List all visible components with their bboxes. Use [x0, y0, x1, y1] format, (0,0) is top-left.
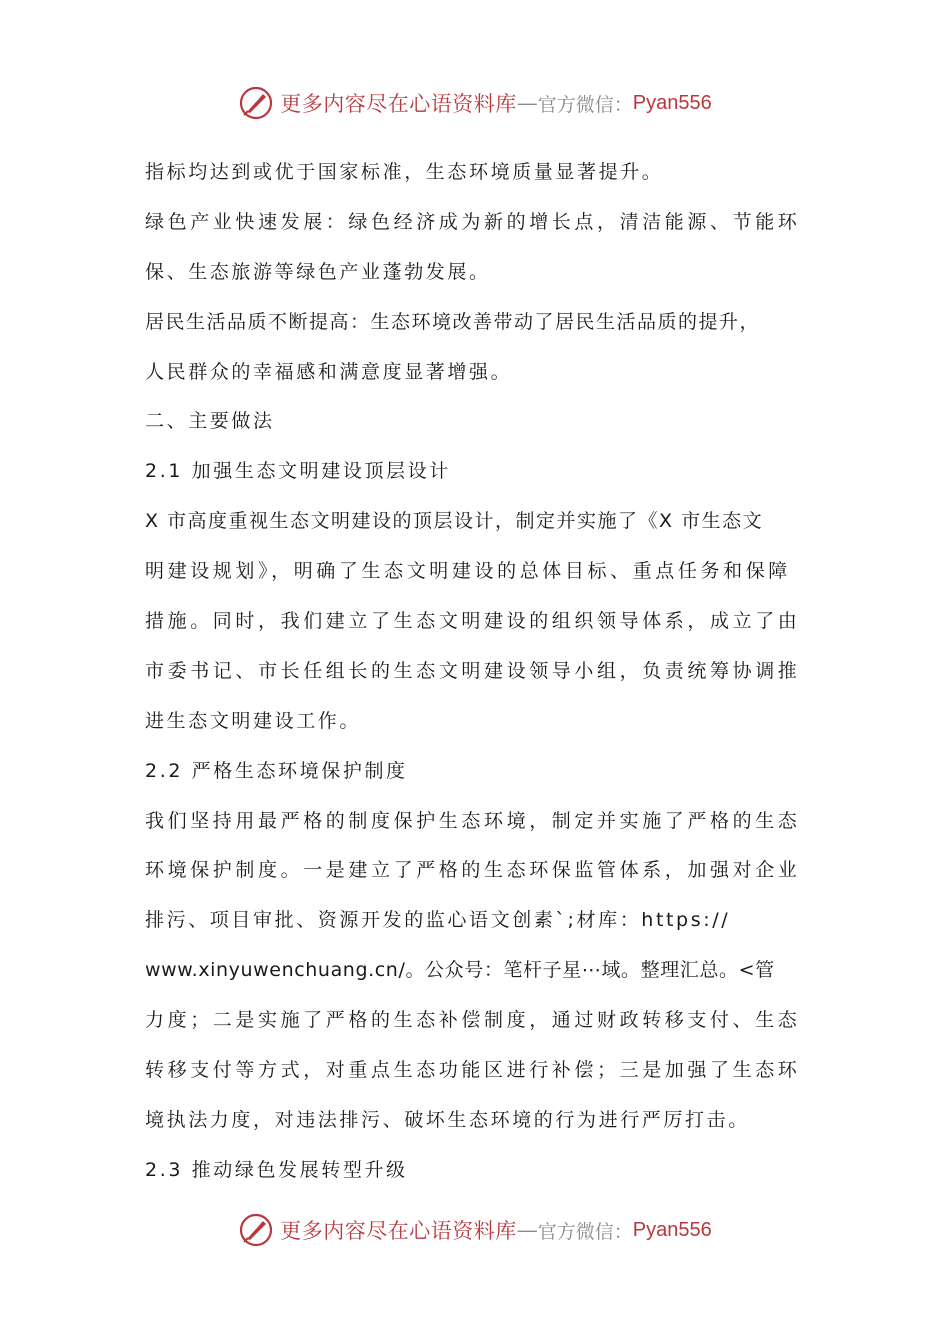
quill-logo-icon — [238, 85, 274, 121]
header-banner — [0, 83, 950, 123]
body-line: www.xinyuwenchuang.cn/。公众号：笔杆子星⋯域。整理汇总。<管 — [145, 959, 775, 982]
body-line: 绿色产业快速发展：绿色经济成为新的增长点，清洁能源、节能环 — [145, 210, 801, 233]
banner-wechat-id: Pyan556 — [632, 1218, 712, 1241]
body-line: 居民生活品质不断提高：生态环境改善带动了居民生活品质的提升， — [145, 310, 761, 333]
body-line: X 市高度重视生态文明建设的顶层设计，制定并实施了《X 市生态文 — [145, 510, 764, 533]
body-line: 境执法力度，对违法排污、破坏生态环境的行为进行严厉打击。 — [145, 1108, 750, 1131]
body-line: 力度；二是实施了严格的生态补偿制度，通过财政转移支付、生态 — [145, 1009, 801, 1032]
banner-brand-text: 更多内容尽在心语资料库 — [280, 1219, 517, 1243]
body-line: 措施。同时，我们建立了生态文明建设的组织领导体系，成立了由 — [145, 610, 801, 633]
banner-brand-text: 更多内容尽在心语资料库 — [280, 92, 517, 116]
subsection-heading: 2.2 严格生态环境保护制度 — [145, 759, 408, 782]
banner-separator: — — [516, 91, 538, 115]
body-line: 我们坚持用最严格的制度保护生态环境，制定并实施了严格的生态 — [145, 809, 801, 832]
subsection-heading: 2.3 推动绿色发展转型升级 — [145, 1158, 408, 1181]
quill-logo-icon — [238, 1212, 274, 1248]
body-line: 转移支付等方式，对重点生态功能区进行补偿；三是加强了生态环 — [145, 1059, 801, 1082]
section-heading: 二、主要做法 — [145, 410, 275, 433]
body-line: 指标均达到或优于国家标准，生态环境质量显著提升。 — [145, 161, 664, 183]
banner-wechat-label: 官方微信： — [537, 93, 633, 116]
body-line: 环境保护制度。一是建立了严格的生态环保监管体系，加强对企业 — [145, 859, 801, 882]
banner-separator: — — [516, 1218, 538, 1242]
banner-wechat-label: 官方微信： — [537, 1220, 633, 1243]
body-line: 进生态文明建设工作。 — [145, 709, 362, 732]
footer-banner — [0, 1210, 950, 1250]
banner-wechat-id: Pyan556 — [632, 91, 712, 114]
body-line: 排污、项目审批、资源开发的监心语文创素`;材库：https:// — [145, 909, 731, 932]
body-line: 明建设规划》，明确了生态文明建设的总体目标、重点任务和保障 — [145, 560, 791, 583]
body-line: 人民群众的幸福感和满意度显著增强。 — [145, 360, 513, 383]
document-body — [145, 148, 810, 1196]
body-line: 保、生态旅游等绿色产业蓬勃发展。 — [145, 260, 491, 283]
subsection-heading: 2.1 加强生态文明建设顶层设计 — [145, 460, 451, 483]
body-line: 市委书记、市长任组长的生态文明建设领导小组，负责统筹协调推 — [145, 659, 801, 682]
